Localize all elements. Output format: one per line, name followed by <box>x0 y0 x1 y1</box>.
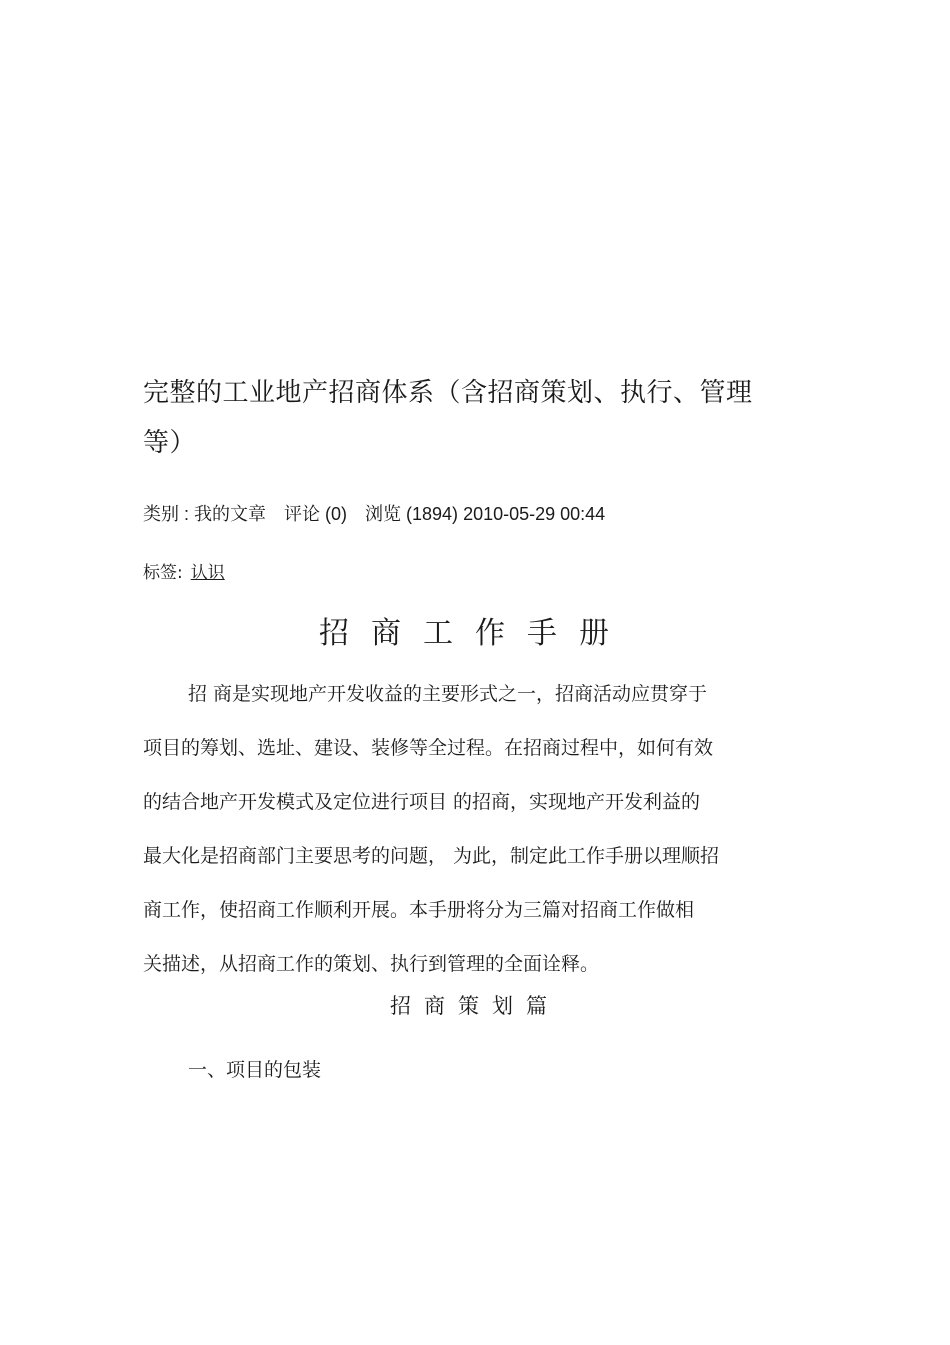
meta-comments[interactable]: 评论 (0) <box>284 504 348 524</box>
manual-heading: 招商工作手册 <box>319 616 631 651</box>
intro-line: 项目的筹划、选址、建设、装修等全过程。在招商过程中，如何有效 <box>143 737 714 759</box>
tag-link[interactable]: 认识 <box>190 563 225 583</box>
intro-line: 最大化是招商部门主要思考的问题， 为此，制定此工作手册以理顺招 <box>143 845 720 867</box>
intro-line: 招 商是实现地产开发收益的主要形式之一，招商活动应贯穿于 <box>188 683 708 705</box>
article-tags <box>143 560 225 586</box>
intro-line: 的结合地产开发模式及定位进行项目 的招商，实现地产开发利益的 <box>143 791 701 813</box>
intro-line: 商工作，使招商工作顺利开展。本手册将分为三篇对招商工作做相 <box>143 899 695 921</box>
article-title: 完整的工业地产招商体系（含招商策划、执行、管理等） <box>143 378 753 458</box>
meta-category: 类别 : 我的文章 <box>143 504 267 524</box>
intro-line: 关描述，从招商工作的策划、执行到管理的全面诠释。 <box>143 953 600 975</box>
section-heading: 招商策划篇 <box>390 994 560 1018</box>
subsection-title: 一、项目的包装 <box>188 1059 322 1081</box>
article-meta <box>143 501 605 527</box>
meta-views: 浏览 (1894) <box>365 504 459 524</box>
tags-label: 标签: <box>143 563 183 583</box>
meta-datetime: 2010-05-29 00:44 <box>463 504 606 524</box>
